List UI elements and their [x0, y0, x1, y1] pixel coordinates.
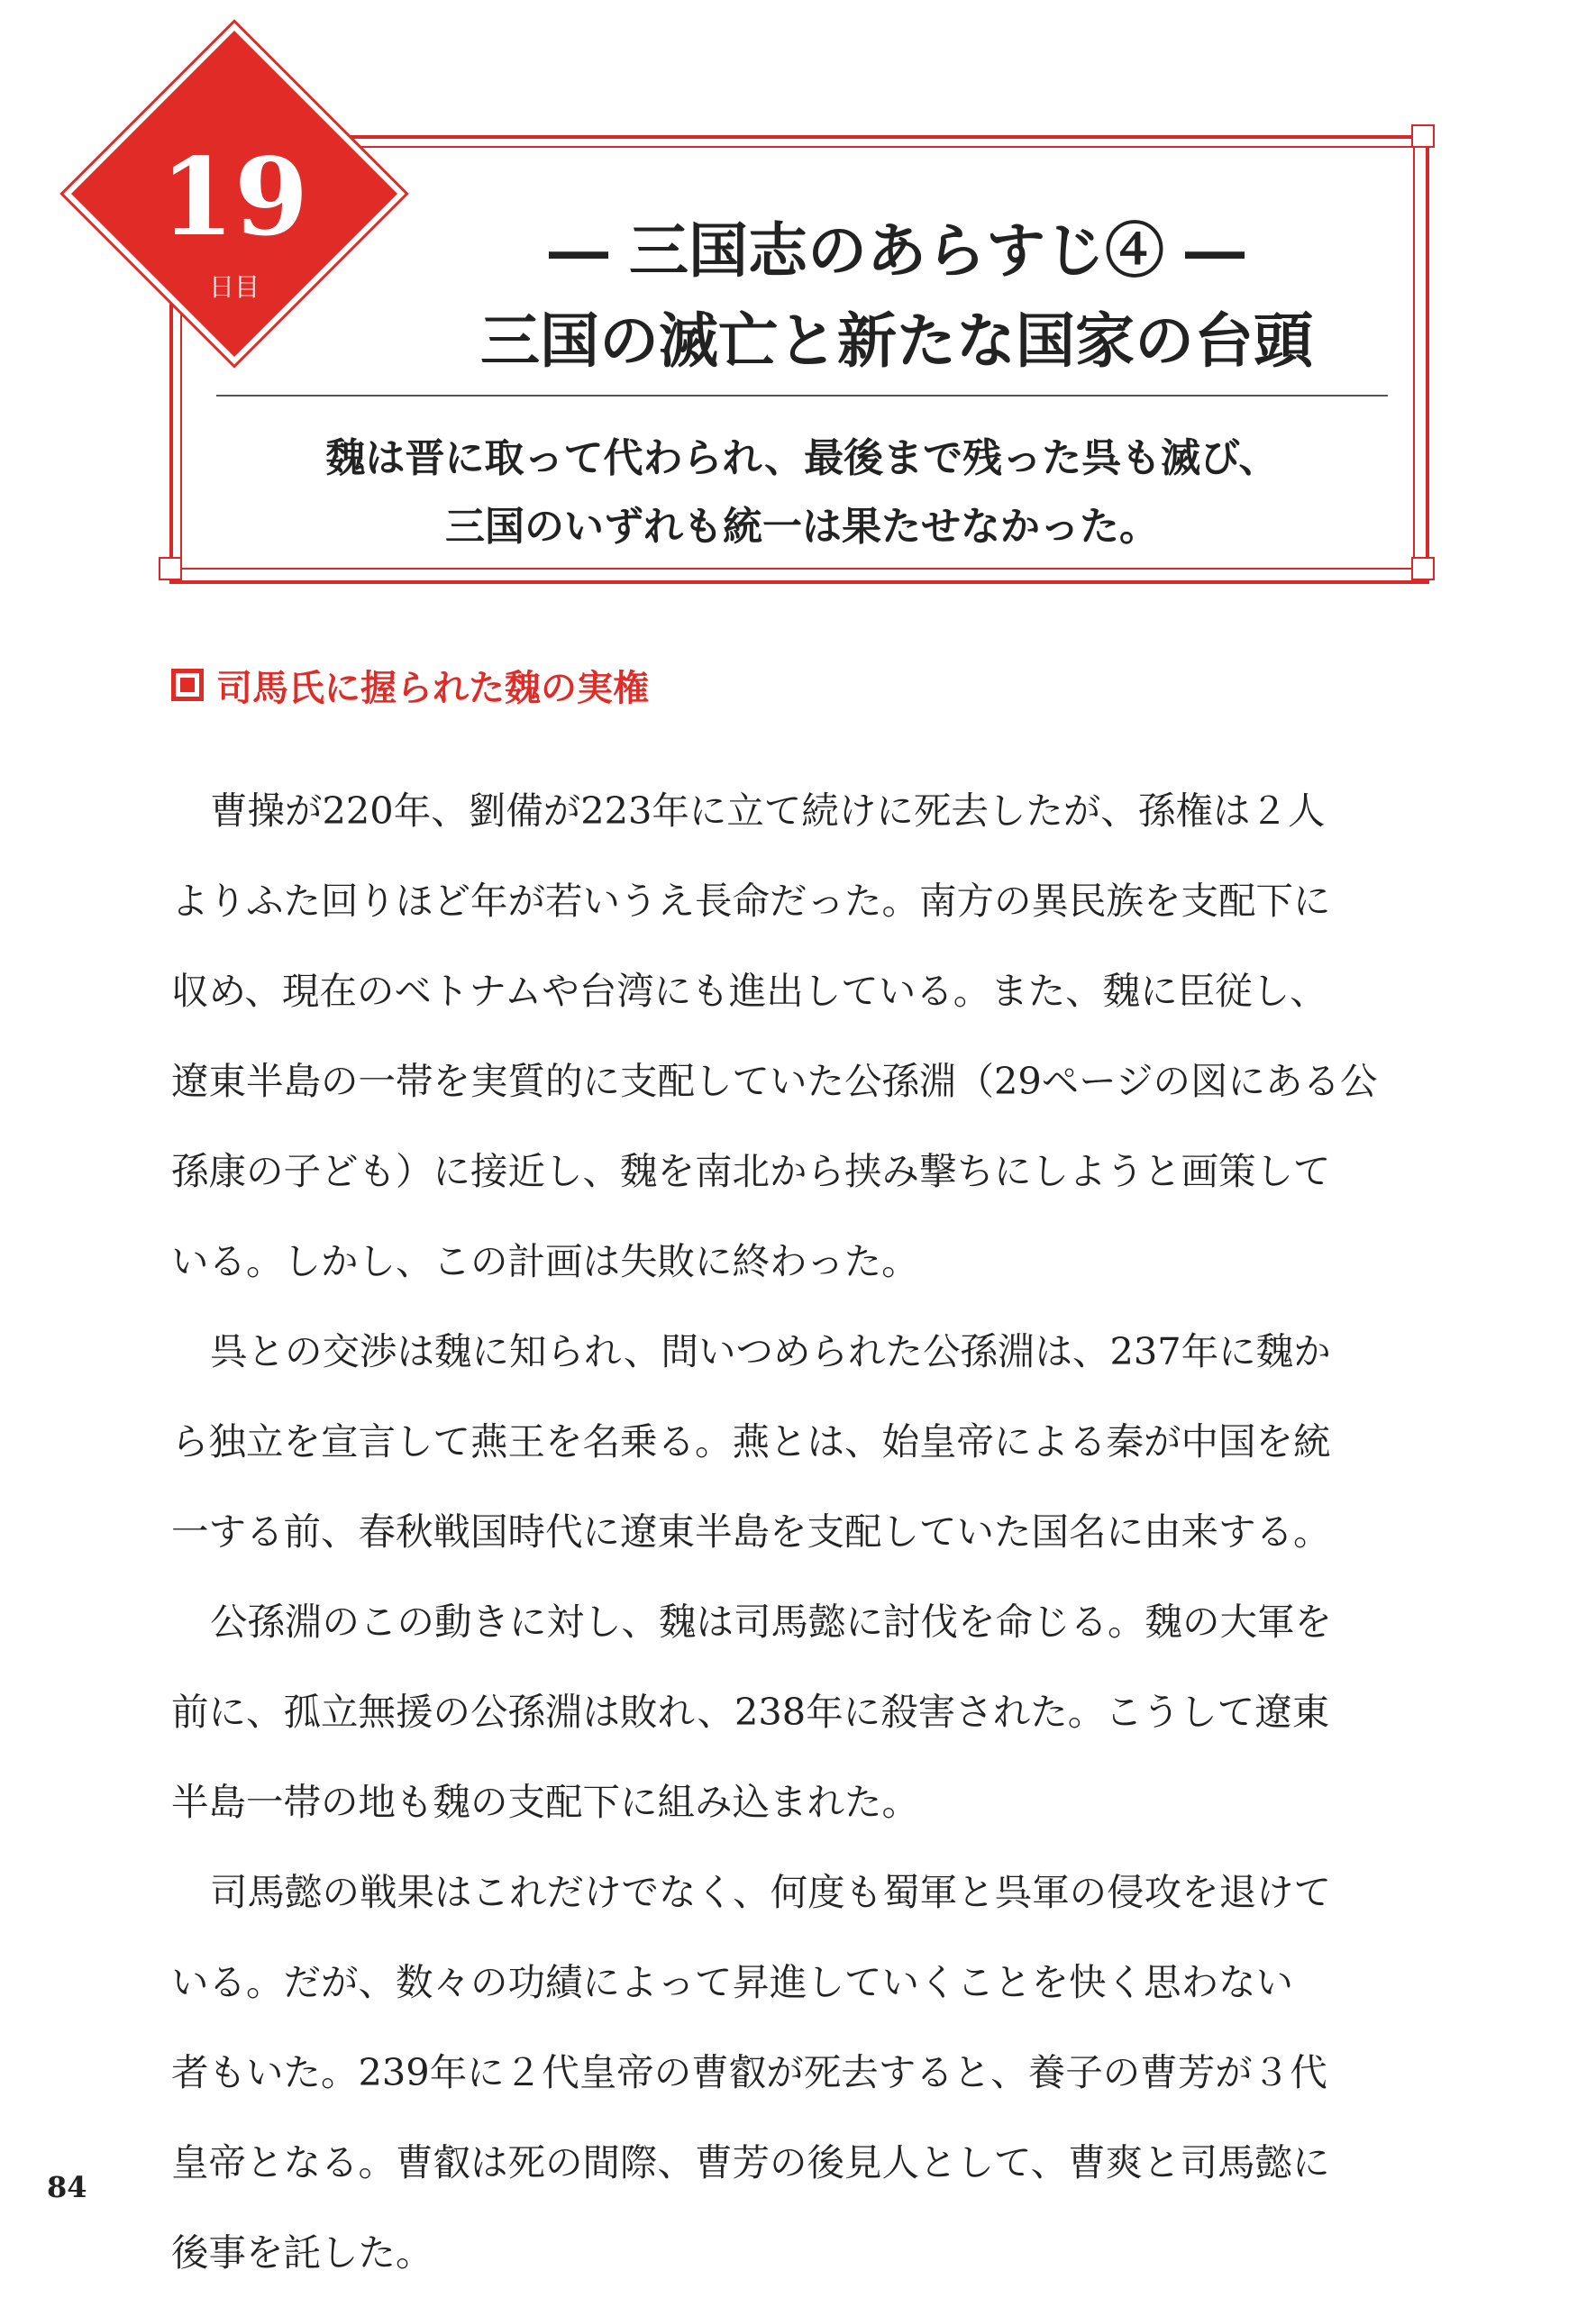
text-line: 収め、現在のベトナムや台湾にも進出している。また、魏に臣従し、	[171, 969, 1327, 1013]
frame-corner-ornament	[1411, 557, 1435, 580]
text-line: よりふた回りほど年が若いうえ長命だった。南方の異民族を支配下に	[171, 879, 1331, 923]
text-line: 者もいた。239年に２代皇帝の曹叡が死去すると、養子の曹芳が３代	[171, 2050, 1327, 2094]
square-bullet-icon	[171, 669, 204, 701]
text-line: いる。だが、数々の功績によって昇進していくことを快く思わない	[171, 1960, 1294, 2004]
text-line: 曹操が220年、劉備が223年に立て続けに死去したが、孫権は２人	[210, 789, 1326, 833]
paragraph	[171, 1847, 1433, 2298]
page-number: 84	[47, 2170, 87, 2204]
day-badge	[72, 32, 397, 356]
paragraph	[171, 1307, 1433, 1577]
text-line: 皇帝となる。曹叡は死の間際、曹芳の後見人として、曹爽と司馬懿に	[171, 2140, 1330, 2184]
text-line: いる。しかし、この計画は失敗に終わった。	[171, 1239, 919, 1283]
paragraph	[171, 766, 1433, 1307]
text-line: 公孫淵のこの動きに対し、魏は司馬懿に討伐を命じる。魏の大軍を	[210, 1600, 1333, 1644]
text-line: ら独立を宣言して燕王を名乗る。燕とは、始皇帝による秦が中国を統	[171, 1419, 1331, 1464]
section-title: 司馬氏に握られた魏の実権	[216, 667, 649, 709]
text-line: 一する前、春秋戦国時代に遼東半島を支配していた国名に由来する。	[171, 1509, 1331, 1554]
chapter-subtitle: ― 三国志のあらすじ④ ―	[549, 215, 1245, 286]
text-line: 後事を託した。	[171, 2230, 433, 2275]
header-divider	[216, 395, 1388, 397]
paragraph	[171, 1577, 1433, 1847]
text-line: 半島一帯の地も魏の支配下に組み込まれた。	[171, 1780, 920, 1824]
lead-line-1: 魏は晋に取って代わられ、最後まで残った呉も滅び、	[325, 435, 1279, 481]
text-line: 遼東半島の一帯を実質的に支配していた公孫淵（29ページの図にある公	[171, 1059, 1378, 1103]
section-heading	[171, 660, 649, 710]
body-text	[171, 766, 1433, 2298]
text-line: 前に、孤立無援の公孫淵は敗れ、238年に殺害された。こうして遼東	[171, 1690, 1330, 1734]
lead-line-2: 三国のいずれも統一は果たせなかった。	[445, 504, 1159, 550]
frame-corner-ornament	[1411, 124, 1435, 148]
frame-corner-ornament	[159, 557, 182, 580]
text-line: 司馬懿の戦果はこれだけでなく、何度も蜀軍と呉軍の侵攻を退けて	[210, 1870, 1332, 1914]
day-unit-label: 日目	[208, 272, 260, 302]
day-number: 19	[160, 134, 309, 260]
text-line: 孫康の子ども）に接近し、魏を南北から挟み撃ちにしようと画策して	[171, 1149, 1331, 1193]
text-line: 呉との交渉は魏に知られ、問いつめられた公孫淵は、237年に魏か	[210, 1329, 1331, 1373]
chapter-title: 三国の滅亡と新たな国家の台頭	[480, 305, 1313, 376]
